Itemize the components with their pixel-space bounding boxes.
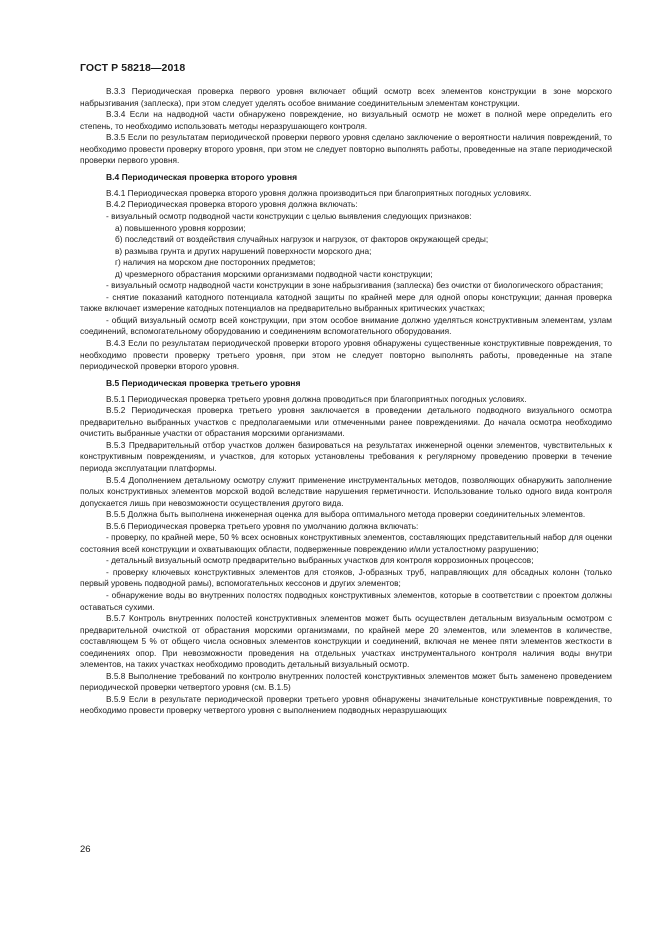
paragraph: В.5.5 Должна быть выполнена инженерная оценка для выбора оптимального метода проверки соединительных элементов.: [106, 509, 586, 520]
list-item: д) чрезмерного обрастания морскими организмами подводной части конструкции;: [115, 268, 433, 279]
paragraph: - детальный визуальный осмотр предварительно выбранных участков для контроля коррозионных процессов;: [106, 555, 534, 566]
paragraph: В.5.7 Контроль внутренних полостей конструктивных элементов может быть осуществлен детальным визуальным осмотром с предварительной очисткой от обрастания морскими организмами, по крайней мере 20 элементов, или элементов в количестве, составляющем 5 % от общего числа основных элементов конструкции и соединений, включая не менее пяти элементов жесткости в соединениях опор. При невозможности проведения на отдельных участках инструментального контроля наличия воды внутри элементов, на таких участках необходимо проводить детальный визуальный осмотр.: [80, 613, 612, 670]
paragraph: В.5.4 Дополнением детальному осмотру служит применение инструментальных методов, позволяющих обнаружить заполнение полых конструктивных элементов морской водой вследствие нарушения герметичности. Использование только одного вида контроля допускается лишь при невозможности осуществления другого вида.: [80, 474, 612, 508]
list-item: в) размыва грунта и других нарушений поверхности морского дна;: [115, 245, 372, 256]
paragraph: В.5.9 Если в результате периодической проверки третьего уровня обнаружены значительные конструктивные повреждения, то необходимо провести проверку четвертого уровня с выполнением подводных неразрушающих: [80, 693, 612, 716]
paragraph: В.4.3 Если по результатам периодической проверки второго уровня обнаружены существенные конструктивные повреждения, то необходимо провести проверку третьего уровня, при этом не следует повторно выполнять работы, проведенные на этапе периодической проверки второго уровня.: [80, 337, 612, 372]
list-item: б) последствий от воздействия случайных нагрузок и нагрузок, от факторов окружающей среды;: [115, 234, 489, 245]
document-body: [80, 86, 612, 717]
section-heading: В.4 Периодическая проверка второго уровня: [106, 172, 298, 183]
paragraph: В.5.2 Периодическая проверка третьего уровня заключается в проведении детального подводного визуального осмотра предварительно выбранных участков с предполагаемыми или отмеченными ранее повреждениями. До начала осмотра необходимо очистить выбранные участки от обрастания морскими организмами.: [80, 405, 612, 439]
paragraph: - снятие показаний катодного потенциала катодной защиты по крайней мере для одной опоры конструкции; данная проверка также включает измерение катодных потенциалов на предварительно выбранных критических участках;: [80, 291, 612, 314]
paragraph: В.5.6 Периодическая проверка третьего уровня по умолчанию должна включать:: [106, 520, 419, 531]
page-number: 26: [80, 844, 91, 855]
paragraph: В.3.4 Если на надводной части обнаружено повреждение, но визуальный осмотр не может в полной мере определить его степень, то необходимо использовать методы неразрушающего контроля.: [80, 109, 612, 131]
paragraph: В.3.3 Периодическая проверка первого уровня включает общий осмотр всех элементов конструкции в зоне морского набрызгивания (заплеска), при этом следует уделять особое внимание соединительным элементам конструкции.: [80, 86, 612, 108]
paragraph: - общий визуальный осмотр всей конструкции, при этом особое внимание должно уделяться конструктивным элементам, узлам соединений, вспомогательному оборудованию и соединениям вспомогательного оборудования.: [80, 314, 612, 337]
list-item: а) повышенного уровня коррозии;: [115, 222, 246, 233]
paragraph: В.4.2 Периодическая проверка второго уровня должна включать:: [106, 199, 358, 210]
paragraph: - визуальный осмотр надводной части конструкции в зоне набрызгивания (заплеска) без очистки от биологического обрастания;: [106, 280, 604, 291]
list-item: г) наличия на морском дне посторонних предметов;: [115, 257, 316, 268]
paragraph: - проверку, по крайней мере, 50 % всех основных конструктивных элементов, составляющих представительный набор для оценки состояния всей конструкции и охватывающих области, подверженные повреждению и/или усталостному разрушению;: [80, 532, 612, 554]
paragraph: - проверку ключевых конструктивных элементов для стояков, J-образных труб, направляющих для обсадных колонн (только первый уровень подводной рамы), вспомогательных кессонов и других элементов;: [80, 566, 612, 589]
paragraph: - обнаружение воды во внутренних полостях подводных конструктивных элементов, которые в соответствии с проектом должны оставаться сухими.: [80, 589, 612, 612]
paragraph: В.4.1 Периодическая проверка второго уровня должна производиться при благоприятных погодных условиях.: [106, 187, 532, 198]
paragraph: В.5.3 Предварительный отбор участков должен базироваться на результатах инженерной оценки элементов, чувствительных к конструктивным повреждениям, и участков, для которых установлены требования к регулярному проведению проверки в течение периода эксплуатации платформы.: [80, 439, 612, 473]
paragraph: В.5.1 Периодическая проверка третьего уровня должна проводиться при благоприятных погодных условиях.: [106, 393, 527, 404]
paragraph: В.3.5 Если по результатам периодической проверки первого уровня сделано заключение о вероятности наличия повреждений, то необходимо провести проверку второго уровня, при этом не следует повторно выполнять работы, проведенные на этапе периодической проверки первого уровня.: [80, 132, 612, 166]
paragraph: - визуальный осмотр подводной части конструкции с целью выявления следующих признаков:: [106, 210, 472, 221]
document-code: ГОСТ Р 58218—2018: [80, 62, 186, 74]
paragraph: В.5.8 Выполнение требований по контролю внутренних полостей конструктивных элементов может быть заменено проведением периодической проверки четвертого уровня (см. В.1.5): [80, 670, 612, 693]
section-heading: В.5 Периодическая проверка третьего уровня: [106, 378, 301, 389]
